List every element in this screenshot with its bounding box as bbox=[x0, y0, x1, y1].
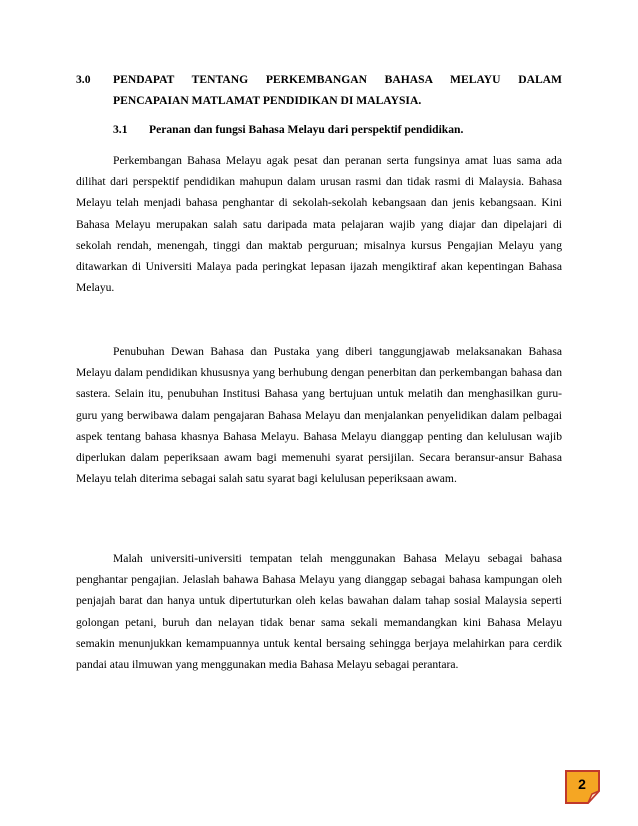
paragraph-3: Malah universiti-universiti tempatan telah menggunakan Bahasa Melayu sebagai bahasa penghantar pengajian. Jelaslah bahawa Bahasa Melayu yang dianggap sebagai bahasa kampungan oleh penjajah barat dan hanya untuk dipertuturkan oleh kelas bawahan dalam tahap sosial Malaysia seperti golongan petani, buruh dan nelayan tidak benar sama sekali memandangkan kini Bahasa Melayu semakin menunjukkan kemampuannya untuk kental bersaing sehingga berjaya melahirkan para cerdik pandai atau ilmuwan yang menggunakan media Bahasa Melayu sebagai perantara. bbox=[76, 552, 562, 672]
subsection-heading bbox=[113, 122, 563, 138]
page-number: 2 bbox=[578, 776, 586, 792]
paragraph-1: Perkembangan Bahasa Melayu agak pesat dan peranan serta fungsinya amat luas sama ada dilihat dari perspektif pendidikan mahupun dalam urusan rasmi dan tidak rasmi di Malaysia. Bahasa Melayu telah menjadi bahasa penghantar di sekolah-sekolah kebangsaan dan jenis kebangsaan. Kini Bahasa Melayu merupakan salah satu daripada mata pelajaran wajib yang diajar dan dipelajari di sekolah rendah, menengah, tinggi dan maktab perguruan; misalnya kursus Pengajian Melayu yang ditawarkan di Universiti Malaya pada peringkat lepasan ijazah mengiktiraf akan kepentingan Bahasa Melayu. bbox=[76, 154, 562, 295]
page-number-badge bbox=[565, 770, 605, 804]
section-title: PENDAPAT TENTANG PERKEMBANGAN BAHASA MELAYU DALAM PENCAPAIAN MATLAMAT PENDIDIKAN DI MALAYSIA. bbox=[113, 73, 562, 107]
section-heading bbox=[76, 69, 562, 111]
subsection-title: Peranan dan fungsi Bahasa Melayu dari perspektif pendidikan. bbox=[149, 123, 464, 136]
section-number: 3.0 bbox=[76, 73, 91, 86]
subsection-number: 3.1 bbox=[113, 123, 128, 136]
paragraph-2: Penubuhan Dewan Bahasa dan Pustaka yang diberi tanggungjawab melaksanakan Bahasa Melayu dalam pendidikan khususnya yang berhubung dengan penerbitan dan perkembangan bahasa dan sastera. Selain itu, penubuhan Institusi Bahasa yang bertujuan untuk melatih dan menghasilkan guru-guru yang berwibawa dalam pengajaran Bahasa Melayu dan menjalankan penyelidikan dalam pelbagai aspek tentang bahasa khasnya Bahasa Melayu. Bahasa Melayu dianggap penting dan kelulusan wajib diperlukan dalam peperiksaan awam bagi memenuhi syarat persijilan. Secara beransur-ansur Bahasa Melayu telah diterima sebagai salah satu syarat bagi kelulusan peperiksaan awam. bbox=[76, 345, 562, 486]
